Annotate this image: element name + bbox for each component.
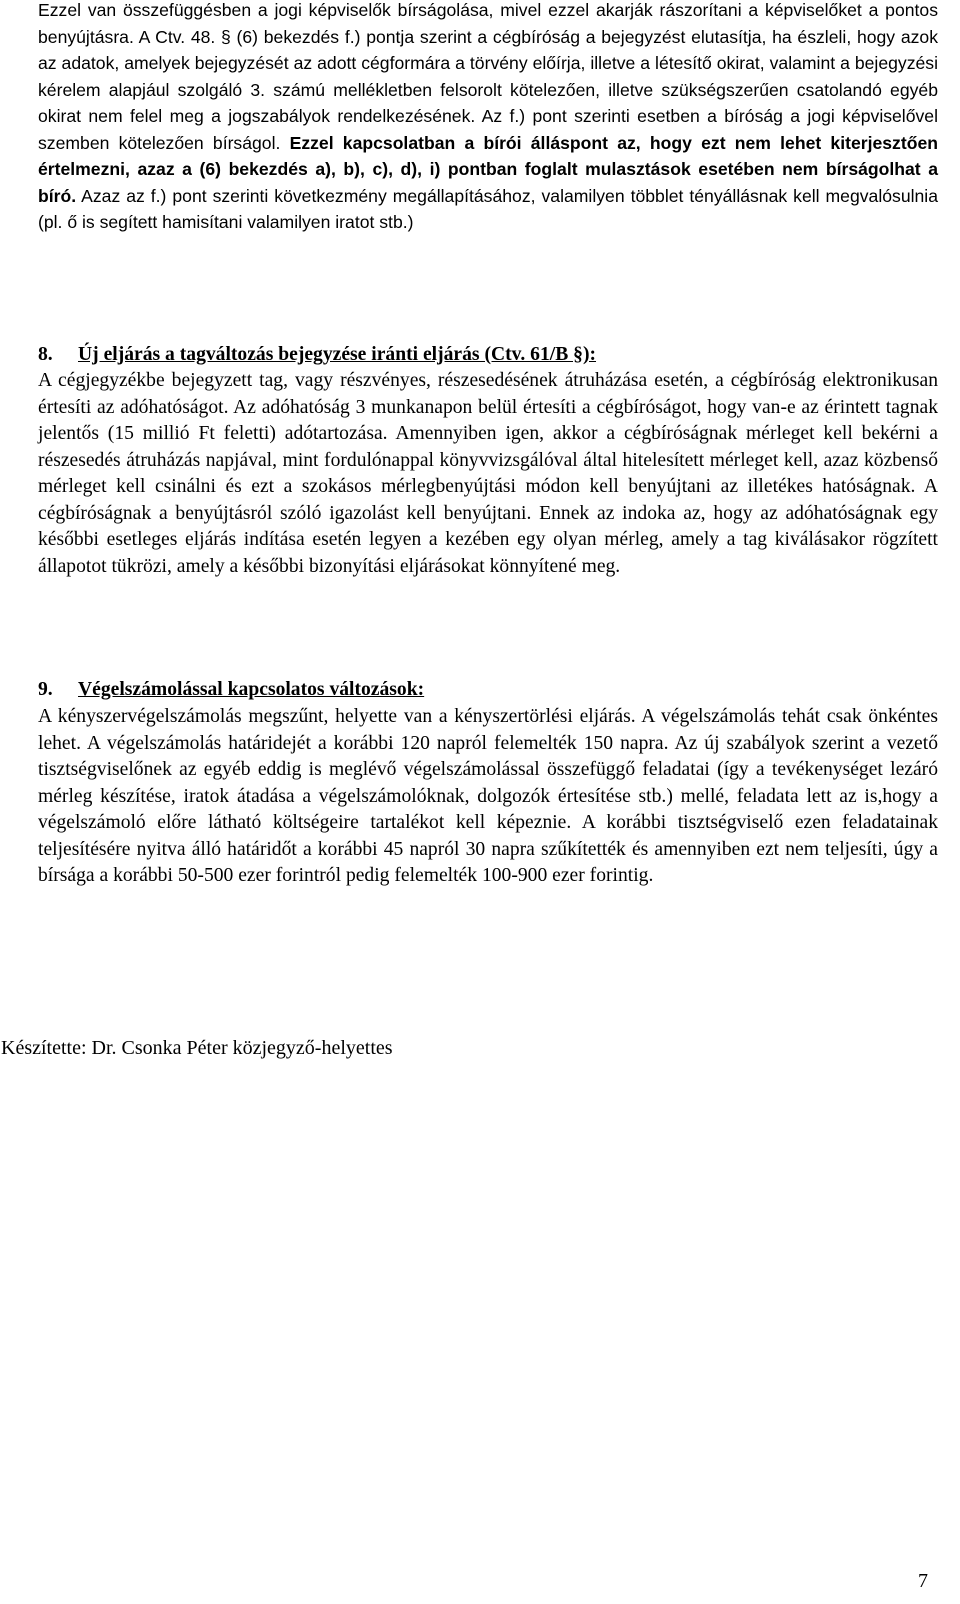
paragraph-text-part: Azaz az f.) pont szerinti következmény megállapításához, valamilyen többlet tényállásnak kell megvalósulnia (pl. ő is segített hamisítani valamilyen iratot stb.)	[38, 185, 938, 232]
section-9-heading	[38, 677, 938, 704]
section-8-body	[38, 368, 938, 580]
section-title: Végelszámolással kapcsolatos változások:	[78, 679, 425, 700]
author-line: Készítette: Dr. Csonka Péter közjegyző-helyettes	[1, 1037, 393, 1059]
section-8-heading	[38, 342, 938, 369]
section-body-text: A cégjegyzékbe bejegyzett tag, vagy részvényes, részesedésének átruházása esetén, a cégbíróság elektronikusan értesíti az adóhatóságot. Az adóhatóság 3 munkanapon belül értesíti a cégbíróságot, hogy van-e az érintett tagnak jelentős (15 millió Ft feletti) adótartozása. Amennyiben igen, akkor a cégbíróságnak mérleget kell bekérni a részesedés átruházás napjával, mint fordulónappal könyvvizsgálóval által hitelesített mérleget kell, azaz közbenső mérleget kell csinálni és ezt a szokásos mérlegbenyújtási módon kell benyújtani az illetékes hatóságnak. A cégbíróságnak a benyújtásról szóló igazolást kell benyújtani. Ennek az indoka az, hogy az adóhatóságnak egy későbbi esetleges eljárás indítása esetén legyen a kezében egy olyan mérleg, amely a tag kiválásakor rögzített állapotot tükrözi, amely a későbbi bizonyítási eljárásokat könnyítené meg.	[38, 370, 938, 577]
paragraph-text-part: Ezzel van összefüggésben a jogi képviselők bírságolása, mivel ezzel akarják rászorítani a képviselőket a pontos benyújtásra. A Ctv. 48. § (6) bekezdés f.) pontja szerint a cégbíróság a bejegyzést elutasítja, ha észleli, hogy azok az adatok, amelyek bejegyzését az adott cégformára a törvény előírja, illetve a létesítő okirat, valamint a bejegyzési kérelem alapjául szolgáló 3. számú mellékletben felsorolt kötelezően, illetve szükségszerűen csatolandó egyéb okirat nem felel meg a jogszabályok rendelkezésének. Az f.) pont szerinti esetben a bíróság a jogi képviselővel szemben kötelezően bírságol.	[38, 0, 938, 153]
section-number: 9.	[38, 679, 53, 700]
section-number: 8.	[38, 344, 53, 365]
paragraph-bold-statement: Ezzel kapcsolatban a bírói álláspont az, hogy ezt nem lehet kiterjesztően értelmezni, azaz a (6) bekezdés a), b), c), d), i) pontban foglalt mulasztások esetében nem bírságolhat a bíró.	[38, 132, 938, 206]
section-9-body	[38, 704, 938, 890]
page-number: 7	[918, 1570, 928, 1592]
section-body-text: A kényszervégelszámolás megszűnt, helyette van a kényszertörlési eljárás. A végelszámolás tehát csak önkéntes lehet. A végelszámolás határidejét a korábbi 120 napról felemelték 150 napra. Az új szabályok szerint a vezető tisztségviselőnek az egyéb eddig is meglévő végelszámolással összefüggő feladatai (így a tevékenységet lezáró mérleg készítése, iratok átadása a végelszámolóknak, dolgozók értesítése stb.) mellé, feladata lett az is,hogy a végelszámoló előre látható költségeire tartalékot kell képeznie. A korábbi tisztségviselő ezen feladatainak teljesítésére nyitva álló határidőt a korábbi 45 napról 30 napra szűkítették és amennyiben ezt nem teljesíti, úgy a bírsága a korábbi 50-500 ezer forintról pedig felemelték 100-900 ezer forintig.	[38, 706, 938, 886]
section-title: Új eljárás a tagváltozás bejegyzése iránti eljárás (Ctv. 61/B §):	[78, 344, 597, 365]
paragraph-judicial-fines	[38, 0, 938, 236]
paragraph-text	[38, 0, 938, 236]
